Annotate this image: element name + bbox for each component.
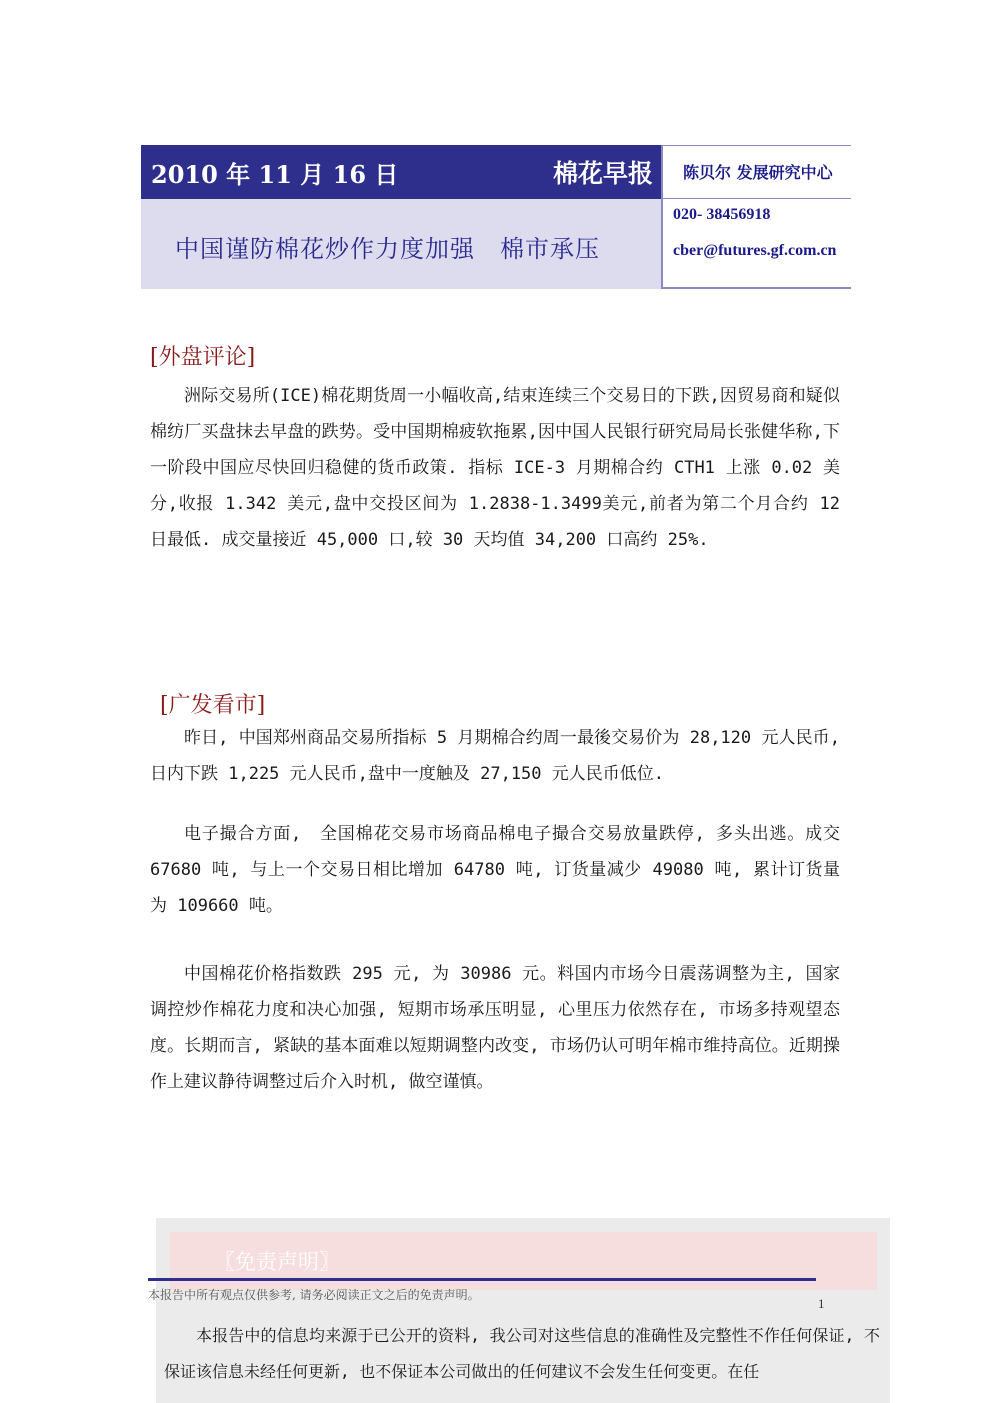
title-bar xyxy=(141,145,661,199)
gf-paragraph-3: 中国棉花价格指数跌 295 元, 为 30986 元。料国内市场今日震荡调整为主, 国家调控炒作棉花力度和决心加强, 短期市场承压明显, 心里压力依然存在, 市场多持观望态度。长期而言, 紧缺的基本面难以短期调整内改变, 市场仍认可明年棉市维持高位。近期操作上建议静待调整过后介入时机, 做空谨慎。 xyxy=(150,964,840,1092)
headline: 中国谨防棉花炒作力度加强 棉市承压 xyxy=(175,235,600,263)
contact-phone: 020- 38456918 xyxy=(673,206,771,223)
contact-box xyxy=(661,145,851,289)
disclaimer-title: 〖免责声明〗 xyxy=(214,1250,340,1274)
section-title-gf: [广发看市] xyxy=(160,693,266,718)
report-name: 棉花早报 xyxy=(552,159,653,188)
overseas-paragraph: 洲际交易所(ICE)棉花期货周一小幅收高,结束连续三个交易日的下跌,因贸易商和疑似棉纺厂买盘抹去早盘的跌势。受中国期棉疲软拖累,因中国人民银行研究局局长张健华称,下一阶段中国应尽快回归稳健的货币政策. 指标 ICE-3 月期棉合约 CTH1 上涨 0.02 美分,收报 1.342 美元,盘中交投区间为 1.2838-1.3499美元,前者为第二个月合约 12 日最低. 成交量接近 45,000 口,较 30 天均值 34,200 口高约 25%. xyxy=(150,386,840,550)
contact-email[interactable]: cber@futures.gf.com.cn xyxy=(673,242,837,259)
section-title-overseas: [外盘评论] xyxy=(150,345,256,370)
gf-paragraph-2: 电子撮合方面, 全国棉花交易市场商品棉电子撮合交易放量跌停, 多头出逃。成交 67680 吨, 与上一个交易日相比增加 64780 吨, 订货量减少 49080 吨, 累计订货量为 109660 吨。 xyxy=(150,824,840,916)
disclaimer-title-bar xyxy=(170,1232,877,1290)
disclaimer-box xyxy=(156,1218,890,1403)
disclaimer-text: 本报告中的信息均来源于已公开的资料, 我公司对这些信息的准确性及完整性不作任何保证, 不保证该信息未经任何更新, 也不保证本公司做出的任何建议不会发生任何变更。在任 xyxy=(164,1326,880,1381)
gf-paragraph-1: 昨日, 中国郑州商品交易所指标 5 月期棉合约周一最後交易价为 28,120 元人民币,日内下跌 1,225 元人民币,盘中一度触及 27,150 元人民币低位. xyxy=(150,728,840,784)
footer-divider xyxy=(148,1278,816,1281)
footer-note: 本报告中所有观点仅供参考, 请务必阅读正文之后的免责声明。 xyxy=(148,1288,480,1302)
page-number: 1 xyxy=(818,1296,825,1311)
report-date: 2010 年 11 月 16 日 xyxy=(151,160,399,189)
contact-divider xyxy=(663,198,851,199)
report-header xyxy=(141,145,851,289)
headline-box xyxy=(141,199,661,289)
contact-name: 陈贝尔 发展研究中心 xyxy=(683,163,833,182)
